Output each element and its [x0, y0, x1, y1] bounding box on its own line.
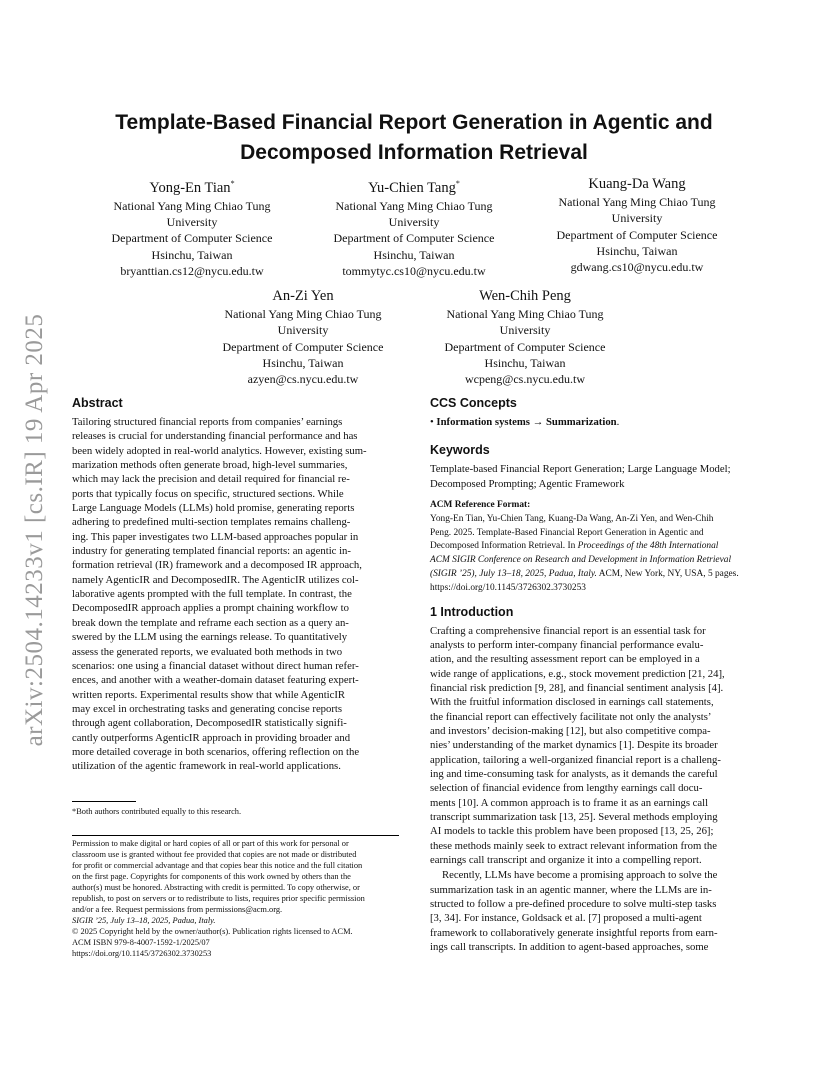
- text-line: utilization of the agentic framework in real-world applications.: [72, 760, 341, 773]
- arxiv-identifier: arXiv:2504.14233v1 [cs.IR] 19 Apr 2025: [21, 313, 48, 747]
- text-line: analysts to perform inter-company financial performance evalu-: [430, 638, 704, 651]
- author-department: Department of Computer Science: [444, 339, 606, 354]
- text-line: ing. This paper investigates two LLM-based approaches popular in: [72, 530, 359, 543]
- permission-notice: [72, 838, 399, 960]
- isbn-line: ACM ISBN 979-8-4007-1592-1/2025/07: [72, 938, 210, 948]
- ccs-concepts: • Information systems → Summarization.: [430, 416, 620, 428]
- permission-body: [72, 838, 399, 915]
- ccs-subitem: Summarization: [545, 416, 617, 428]
- abstract-section: [72, 395, 399, 774]
- introduction-body: [430, 624, 757, 868]
- author-affiliation-cont: University: [166, 215, 218, 230]
- author-city: Hsinchu, Taiwan: [262, 355, 344, 370]
- author-block-3: [537, 174, 737, 275]
- author-block-5: [425, 286, 625, 387]
- author-affiliation: National Yang Ming Chiao Tung: [113, 198, 271, 213]
- text-line: formation retrieval (IR) framework and a decomposed IR approach,: [72, 559, 362, 572]
- abstract-heading: Abstract: [72, 396, 123, 410]
- text-line: wide range of applications, e.g., stock movement prediction [21, 24],: [430, 667, 725, 680]
- keywords-heading: Keywords: [430, 443, 490, 458]
- introduction-paragraph-2: [430, 868, 757, 954]
- text-line: these methods mainly seek to extract relevant information from the: [430, 839, 717, 852]
- conference-line: SIGIR ’25, July 13–18, 2025, Padua, Italy.: [72, 916, 216, 926]
- paper-title: [72, 108, 756, 168]
- author-department: Department of Computer Science: [333, 231, 495, 246]
- author-department: Department of Computer Science: [556, 227, 718, 242]
- text-line: ences, and another with a weather-domain dataset featuring expert-: [72, 674, 359, 687]
- text-line: more detailed coverage in both scenarios, offering reflection on the: [72, 745, 360, 758]
- keywords-body: [430, 462, 757, 491]
- right-column: [430, 395, 757, 955]
- author-affiliation-cont: University: [611, 211, 663, 226]
- author-name: Yong-En Tian*: [149, 179, 235, 196]
- text-line: ments [10]. A common approach is to frame it as an earnings call: [430, 796, 709, 809]
- text-line: written reports. Experimental results show that while AgenticIR: [72, 688, 346, 701]
- text-line: for profit or commercial advantage and that copies bear this notice and the full citation: [72, 861, 363, 871]
- text-line: DecomposedIR approach applies a prompt chaining workflow to: [72, 602, 349, 615]
- text-line: industry for generating templated financial reports: an agentic in-: [72, 545, 351, 558]
- text-line: nies’ understanding of the market dynamics [1]. Despite its broader: [430, 739, 718, 752]
- text-line: adhering to predefined multi-section templates remains challeng-: [72, 516, 351, 529]
- author-name: An-Zi Yen: [272, 288, 334, 304]
- text-line: and/or a fee. Request permissions from permissions@acm.org.: [72, 905, 283, 915]
- text-line: assess the generated reports, we evaluated both methods in two: [72, 645, 343, 658]
- author-city: Hsinchu, Taiwan: [151, 247, 233, 262]
- title-line-2: Decomposed Information Retrieval: [240, 141, 588, 164]
- author-city: Hsinchu, Taiwan: [484, 355, 566, 370]
- text-line: marization methods often generate broad, high-level summaries,: [72, 459, 348, 472]
- text-line: ports that typically focus on specific, structured sections. While: [72, 487, 344, 500]
- ccs-heading: CCS Concepts: [430, 396, 517, 410]
- text-line: scenarios: one using a financial dataset without direct human refer-: [72, 659, 359, 672]
- equal-contribution-mark: *: [230, 179, 235, 188]
- introduction-heading: 1 Introduction: [430, 604, 514, 619]
- author-affiliation-cont: University: [388, 215, 440, 230]
- text-line: summarization task in an agentic manner, where the LLMs are in-: [430, 883, 712, 896]
- text-line: AI models to tackle this problem have been proposed [13, 25, 26];: [430, 825, 714, 838]
- ccs-item: Information systems: [436, 416, 530, 428]
- text-line: break down the template and reframe each section as a query an-: [72, 616, 349, 629]
- text-line: earnings call transcript and organize it into a compelling report.: [430, 854, 702, 867]
- text-line: on the first page. Copyrights for components of this work owned by others than the: [72, 872, 351, 882]
- author-name: Kuang-Da Wang: [588, 176, 686, 192]
- text-line: namely AgenticIR and DecomposedIR. The AgenticIR utilizes col-: [72, 573, 359, 586]
- text-line: and investors’ decision-making [12], but also competitive compa-: [430, 725, 711, 738]
- text-line: Crafting a comprehensive financial report is an essential task for: [430, 624, 706, 637]
- equal-contribution-mark: *: [455, 179, 460, 188]
- text-line: financial risk prediction [9, 28], and financial sentiment analysis [4].: [430, 681, 724, 694]
- author-name: Wen-Chih Peng: [479, 288, 571, 304]
- copyright-line: © 2025 Copyright held by the owner/author(s). Publication rights licensed to ACM.: [72, 927, 353, 937]
- text-line: the financial report can effectively facilitate not only the analysts’: [430, 710, 712, 723]
- text-line: releases is crucial for understanding financial performance and has: [72, 430, 358, 443]
- text-line: classroom use is granted without fee provided that copies are not made or distributed: [72, 850, 357, 860]
- text-line: Decomposed Prompting; Agentic Framework: [430, 477, 625, 490]
- text-line: structed to follow a pre-defined procedure to solve multi-step tasks: [430, 898, 717, 911]
- text-line: [3, 34]. For instance, Goldsack et al. [7] proposed a multi-agent: [430, 912, 702, 925]
- abstract-body: [72, 415, 399, 774]
- text-line: ation, and the resulting assessment report can be employed in a: [430, 653, 700, 666]
- text-line: selection of financial evidence from lengthy earnings call docu-: [430, 782, 703, 795]
- text-line: laborative agents prompted with the full template. In contrast, the: [72, 588, 352, 601]
- author-email: wcpeng@cs.nycu.edu.tw: [464, 372, 586, 387]
- text-line: Recently, LLMs have become a promising approach to solve the: [442, 869, 718, 882]
- author-email: azyen@cs.nycu.edu.tw: [247, 372, 359, 387]
- author-email: tommytyc.cs10@nycu.edu.tw: [342, 264, 486, 279]
- author-city: Hsinchu, Taiwan: [596, 243, 678, 258]
- arxiv-side-stamp: [0, 280, 70, 780]
- text-line: author(s) must be honored. Abstracting with credit is permitted. To copy otherwise, or: [72, 883, 360, 893]
- author-email: gdwang.cs10@nycu.edu.tw: [570, 260, 704, 275]
- doi-line: https://doi.org/10.1145/3726302.3730253: [72, 949, 212, 959]
- text-line: been widely adopted in real-world analytics. However, existing sum-: [72, 444, 367, 457]
- author-department: Department of Computer Science: [222, 339, 384, 354]
- text-line: ings call transcripts. In addition to agent-based approaches, some: [430, 941, 709, 954]
- text-line: through agent collaboration, DecomposedIR statistically signifi-: [72, 717, 347, 730]
- text-line: application, tailoring a well-organized financial report is a challeng-: [430, 753, 721, 766]
- text-line: which may lack the precision and detail required for financial re-: [72, 473, 350, 486]
- author-city: Hsinchu, Taiwan: [373, 247, 455, 262]
- text-line: swered by the LLM using the earnings release. To quantitatively: [72, 631, 348, 644]
- author-block-1: [92, 174, 292, 279]
- text-line: transcript summarization task [13, 25]. Several methods employing: [430, 811, 718, 824]
- footnote-rule: [72, 801, 136, 802]
- text-line: may excel in orchestrating tasks and generating concise reports: [72, 702, 343, 715]
- author-block-4: [203, 286, 403, 387]
- author-affiliation-cont: University: [277, 323, 329, 338]
- text-line: republish, to post on servers or to redistribute to lists, requires prior specific permission: [72, 894, 365, 904]
- author-name: Yu-Chien Tang*: [368, 179, 460, 196]
- permission-rule: [72, 835, 399, 836]
- text-line: Permission to make digital or hard copies of all or part of this work for personal or: [72, 839, 349, 848]
- acm-ref-doi: https://doi.org/10.1145/3726302.3730253: [430, 582, 586, 593]
- text-line: Large Language Models (LLMs) hold promise, generating reports: [72, 502, 355, 515]
- text-line: Tailoring structured financial reports from companies’ earnings: [72, 416, 343, 428]
- author-affiliation: National Yang Ming Chiao Tung: [446, 307, 604, 321]
- footnote: *Both authors contributed equally to this research.: [72, 807, 242, 816]
- author-email: bryanttian.cs12@nycu.edu.tw: [120, 264, 264, 279]
- author-affiliation: National Yang Ming Chiao Tung: [335, 198, 493, 213]
- text-line: Template-based Financial Report Generation; Large Language Model;: [430, 463, 731, 476]
- title-line-1: Template-Based Financial Report Generation in Agentic and: [115, 111, 713, 134]
- acm-ref-heading: ACM Reference Format:: [430, 500, 531, 511]
- author-affiliation: National Yang Ming Chiao Tung: [558, 195, 716, 209]
- author-block-2: [314, 174, 514, 279]
- text-line: framework to collaboratively generate insightful reports from earn-: [430, 926, 718, 939]
- text-line: ing and time-consuming task for analysts, as it demands the careful: [430, 768, 718, 781]
- author-affiliation-cont: University: [499, 323, 551, 338]
- acm-reference: ACM Reference Format: Yong-En Tian, Yu-Chien Tang, Kuang-Da Wang, An-Zi Yen, and Wen-Chih Peng. 2025. Template-Based Financial Report Generation in Agentic and Decomposed Information Retrieval. In Proceedings of the 48th International ACM SIGIR Conference on Research and Development in Information Retrieval (SIGIR ’25), July 13–18, 2025, Padua, Italy. ACM, New York, NY, USA, 5 pages. https://doi.org/10.1145/3726302.3730253: [430, 499, 757, 596]
- text-line: cantly outperforms AgenticIR approach in providing broader and: [72, 731, 351, 744]
- author-department: Department of Computer Science: [111, 231, 273, 246]
- text-line: With the fruitful information disclosed in earnings call statements,: [430, 696, 714, 709]
- author-affiliation: National Yang Ming Chiao Tung: [224, 307, 382, 321]
